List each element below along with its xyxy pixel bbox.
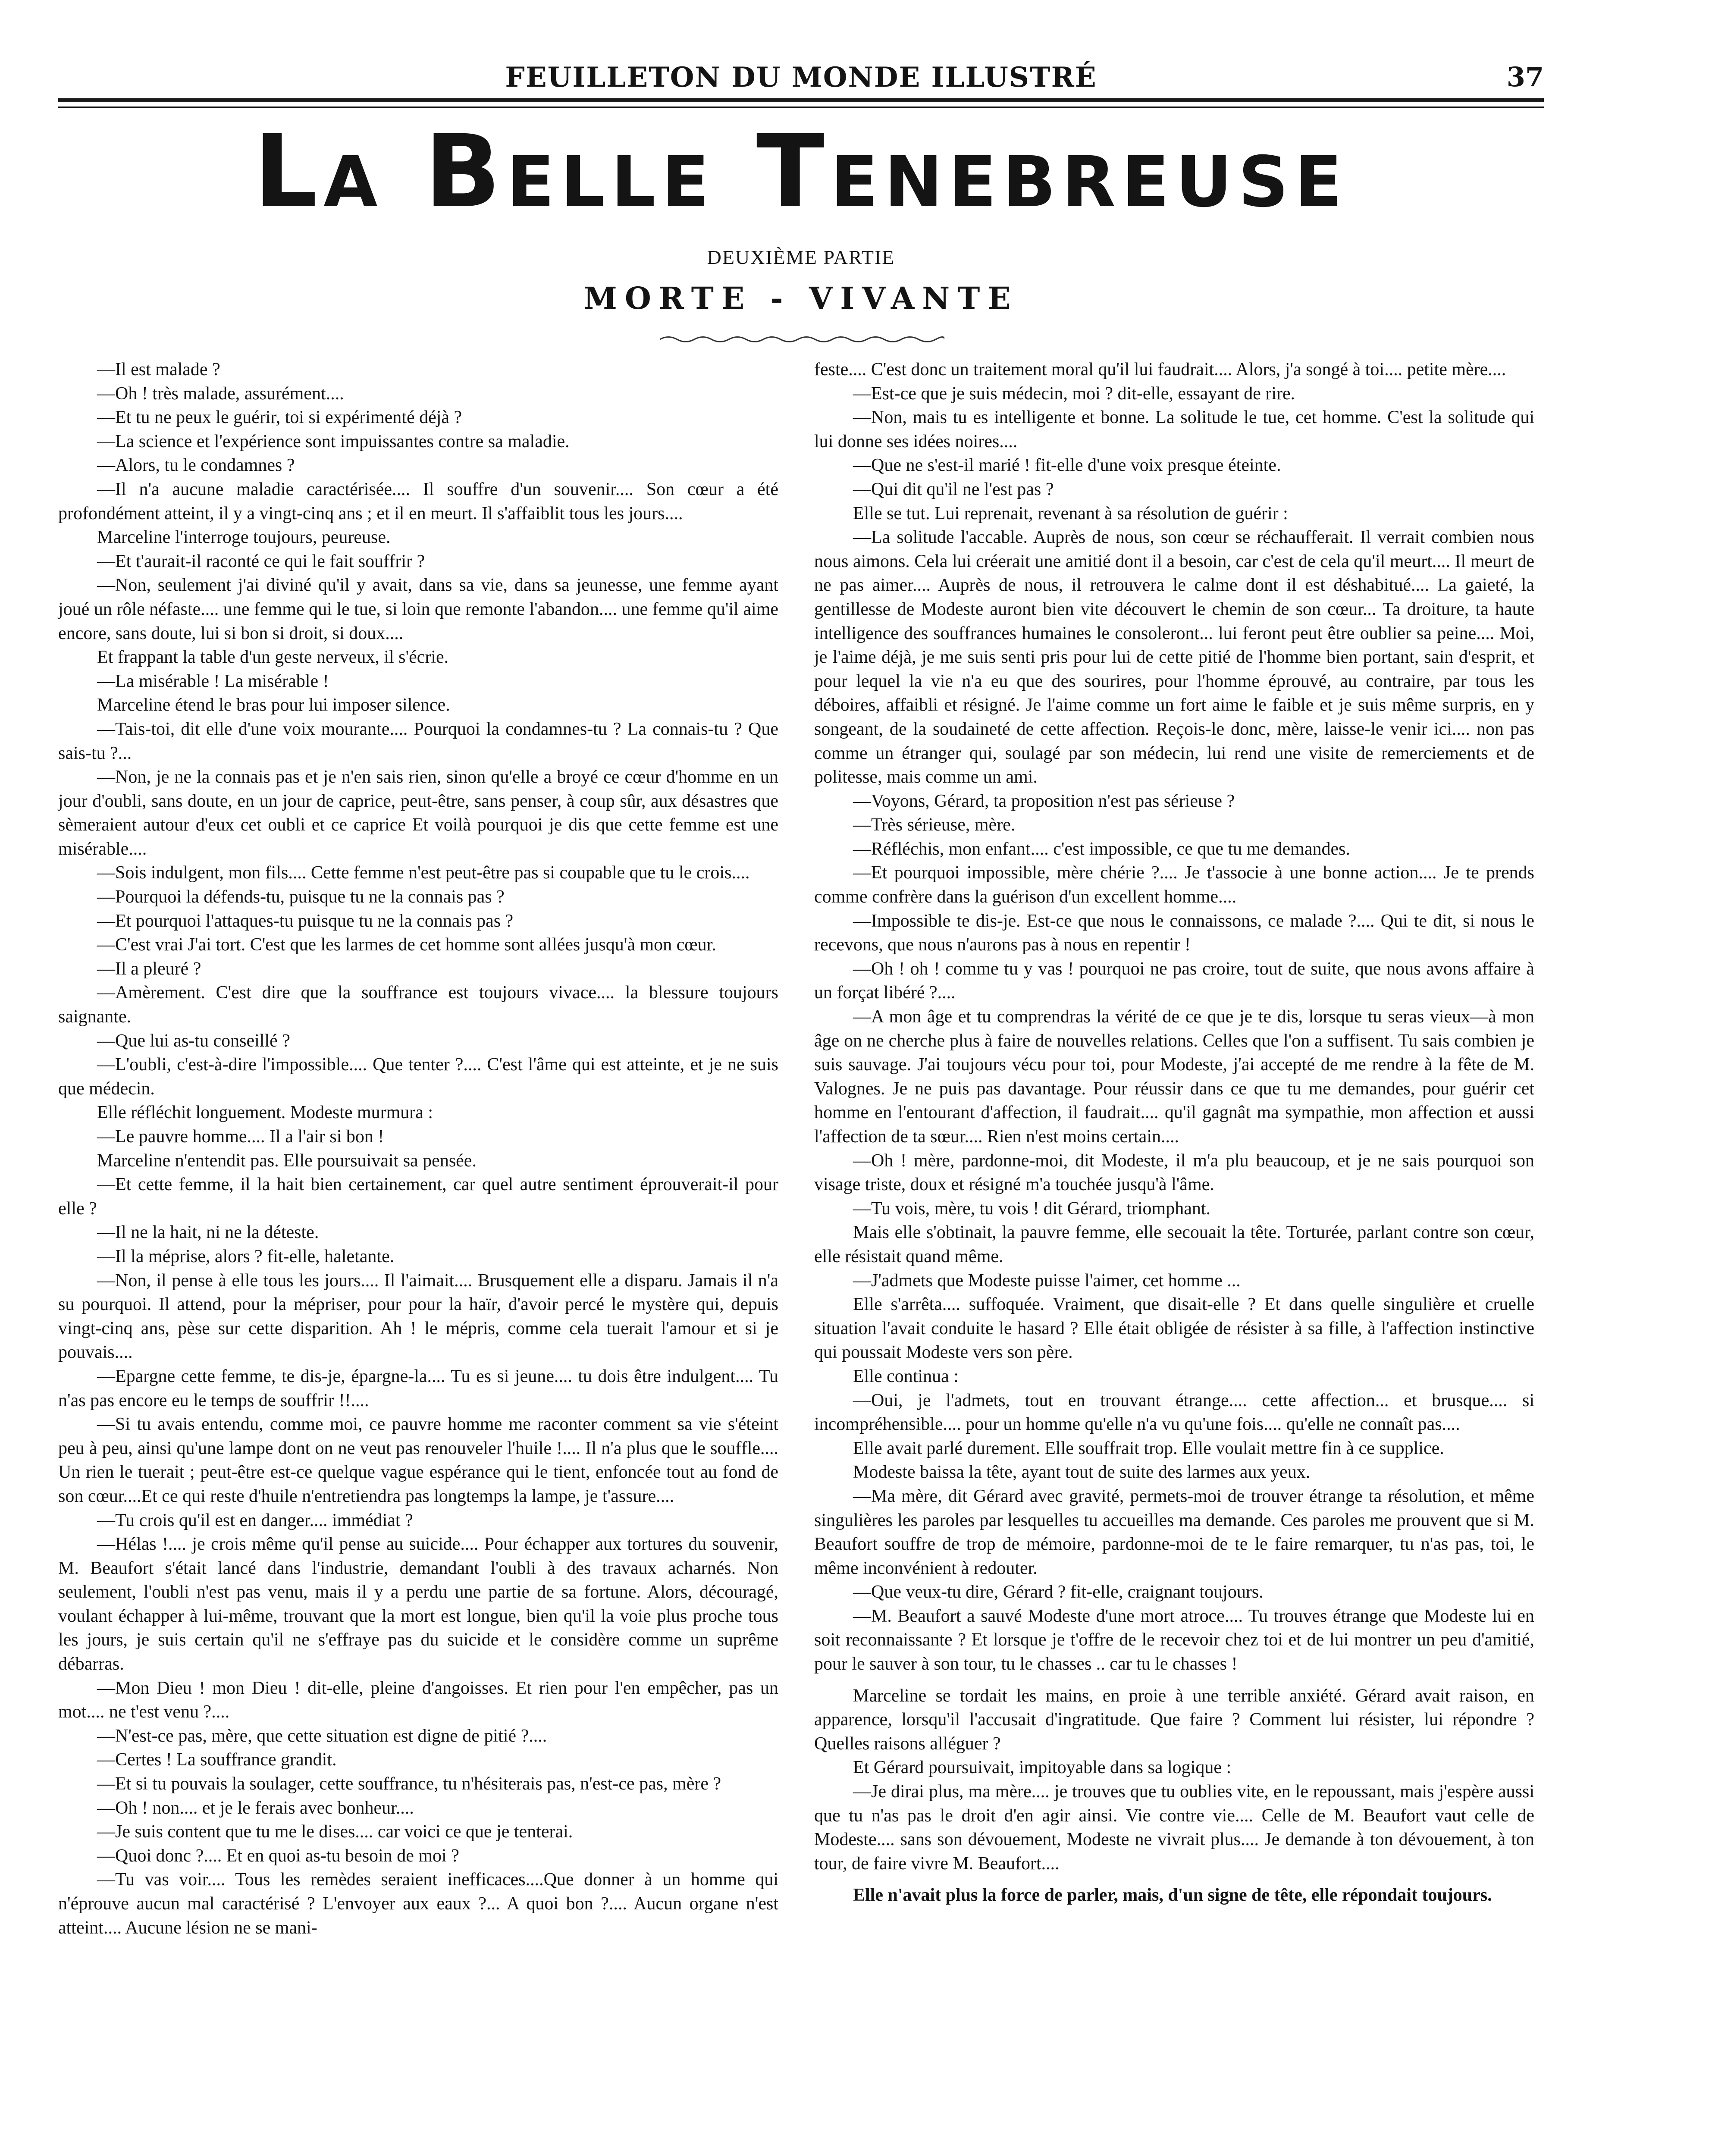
serial-title: La Belle Tenebreuse [254, 113, 1348, 230]
paragraph: —Impossible te dis-je. Est-ce que nous le connaissons, ce malade ?.... Qui te dit, si nous le recevons, que nous n'aurons pas à nous en repentir ! [814, 911, 1534, 955]
paragraph: —Le pauvre homme.... Il a l'air si bon ! [97, 1127, 384, 1147]
paragraph: —Que ne s'est-il marié ! fit-elle d'une voix presque éteinte. [853, 455, 1281, 476]
paragraph: —J'admets que Modeste puisse l'aimer, cet homme ... [853, 1270, 1241, 1291]
paragraph: —La science et l'expérience sont impuissantes contre sa maladie. [97, 431, 570, 451]
paragraph: —Sois indulgent, mon fils.... Cette femme n'est peut-être pas si coupable que tu le crois.... [97, 863, 750, 883]
paragraph: —Pourquoi la défends-tu, puisque tu ne la connais pas ? [97, 887, 505, 907]
paragraph: Modeste baissa la tête, ayant tout de suite des larmes aux yeux. [853, 1462, 1311, 1482]
paragraph: —Je suis content que tu me le dises.... car voici ce que je tenterai. [97, 1822, 573, 1842]
paragraph: Elle s'arrêta.... suffoquée. Vraiment, que disait-elle ? Et dans quelle singulière et cruelle situation l'avait conduite le hasard ? Elle était obligée de résister à sa fille, à l'affection instinctive qui poussait Modeste vers son père. [814, 1294, 1534, 1363]
paragraph: —C'est vrai J'ai tort. C'est que les larmes de cet homme sont allées jusqu'à mon cœur. [97, 935, 716, 955]
right-column [814, 358, 1534, 1908]
paragraph: —Et si tu pouvais la soulager, cette souffrance, tu n'hésiterais pas, n'est-ce pas, mère ? [97, 1774, 721, 1794]
paragraph: —Et pourquoi impossible, mère chérie ?.... Je t'associe à une bonne action.... Je te prends comme confrère dans la guérison d'un excellent homme.... [814, 863, 1534, 907]
paragraph: —Et cette femme, il la hait bien certainement, car quel autre sentiment éprouverait-il pour elle ? [58, 1175, 778, 1219]
paragraph: —Non, il pense à elle tous les jours.... Il l'aimait.... Brusquement elle a disparu. Jamais il n'a su pourquoi. Il attend, pour la mépriser, pour pour la haïr, d'avoir percé le mystère qui, depuis vingt-cinq ans, pèse sur cette disparition. Ah ! le mépris, comme cela tuerait l'amour et si je pouvais.... [58, 1270, 778, 1363]
paragraph: —Voyons, Gérard, ta proposition n'est pas sérieuse ? [853, 791, 1235, 811]
paragraph: —A mon âge et tu comprendras la vérité de ce que je te dis, lorsque tu seras vieux—à mon âge on ne cherche plus à faire de nouvelles relations. Celles que l'on a suffisent. Tu sais combien je suis sauvage. J'ai toujours vécu pour toi, pour Modeste, j'ai accepté de me rendre à la fête de M. Valognes. Je ne puis pas davantage. Pour réussir dans ce que tu me demandes, pour guérir cet homme en l'entourant d'affection, il faudrait.... qu'il gagnât ma sympathie, mon affection et aussi l'affection de ta sœur.... Rien n'est moins certain.... [814, 1007, 1534, 1147]
part-subtitle: MORTE - VIVANTE [583, 280, 1019, 316]
paragraph: Elle n'avait plus la force de parler, mais, d'un signe de tête, elle répondait toujours. [853, 1885, 1492, 1905]
paragraph: —Non, mais tu es intelligente et bonne. La solitude le tue, cet homme. C'est la solitude qui lui donne ses idées noires.... [814, 407, 1534, 451]
paragraph: Elle réfléchit longuement. Modeste murmura : [97, 1103, 433, 1123]
paragraph: —Réfléchis, mon enfant.... c'est impossible, ce que tu me demandes. [853, 839, 1350, 859]
paragraph: —Il la méprise, alors ? fit-elle, haletante. [97, 1246, 395, 1266]
paragraph: —Tu crois qu'il est en danger.... immédiat ? [97, 1510, 413, 1530]
paragraph: —Tu vois, mère, tu vois ! dit Gérard, triomphant. [853, 1198, 1211, 1219]
part-label: DEUXIÈME PARTIE [707, 246, 895, 268]
paragraph: Marceline se tordait les mains, en proie à une terrible anxiété. Gérard avait raison, en apparence, lorsqu'il l'accusait d'ingratitude. Que faire ? Comment lui résister, lui répondre ? Quelles raisons alléguer ? [814, 1686, 1534, 1754]
paragraph: —Que lui as-tu conseillé ? [97, 1031, 290, 1051]
paragraph: —Tu vas voir.... Tous les remèdes seraient inefficaces....Que donner à un homme qui n'éprouve aucun mal caractérisé ? L'envoyer aux eaux ?... A quoi bon ?.... Aucun organe n'est atteint.... Aucune lésion ne se mani- [58, 1870, 778, 1938]
ornament-divider [660, 333, 944, 346]
paragraph: —Certes ! La souffrance grandit. [97, 1750, 337, 1770]
paragraph: —Très sérieuse, mère. [853, 815, 1016, 835]
paragraph: —Oh ! oh ! comme tu y vas ! pourquoi ne pas croire, tout de suite, que nous avons affaire à un forçat libéré ?.... [814, 959, 1534, 1003]
paragraph: —Mon Dieu ! mon Dieu ! dit-elle, pleine d'angoisses. Et rien pour l'en empêcher, pas un mot.... ne t'est venu ?.... [58, 1678, 778, 1722]
paragraph: —Il est malade ? [97, 360, 220, 379]
paragraph: Marceline étend le bras pour lui imposer silence. [97, 695, 450, 715]
paragraph: —Alors, tu le condamnes ? [97, 455, 295, 476]
paragraph: —Amèrement. C'est dire que la souffrance est toujours vivace.... la blessure toujours saignante. [58, 983, 778, 1027]
paragraph: Mais elle s'obtinait, la pauvre femme, elle secouait la tête. Torturée, parlant contre son cœur, elle résistait quand même. [814, 1222, 1534, 1266]
paragraph: —Oh ! non.... et je le ferais avec bonheur.... [97, 1798, 414, 1818]
header-rule-thin [58, 107, 1544, 108]
paragraph: Elle avait parlé durement. Elle souffrait trop. Elle voulait mettre fin à ce supplice. [853, 1438, 1444, 1458]
paragraph: —Non, seulement j'ai diviné qu'il y avait, dans sa vie, dans sa jeunesse, une femme ayant joué un rôle néfaste.... une femme qui le tue, si loin que remonte l'abandon.... une femme qu'il aime encore, sans doute, lui si bon si droit, si doux.... [58, 575, 778, 643]
paragraph: —Il ne la hait, ni ne la déteste. [97, 1222, 319, 1243]
paragraph: Marceline l'interroge toujours, peureuse. [97, 527, 391, 548]
paragraph: —L'oubli, c'est-à-dire l'impossible.... Que tenter ?.... C'est l'âme qui est atteinte, et je ne suis que médecin. [58, 1055, 778, 1099]
paragraph: —Non, je ne la connais pas et je n'en sais rien, sinon qu'elle a broyé ce cœur d'homme en un jour d'oubli, sans doute, en un jour de caprice, peut-être, sans penser, à coup sûr, aux désastres que sèmeraient autour d'eux cet oubli et ce caprice Et voilà pourquoi je dis que cette femme est une misérable.... [58, 767, 778, 859]
paragraph: Elle se tut. Lui reprenait, revenant à sa résolution de guérir : [853, 503, 1288, 523]
paragraph: Elle continua : [853, 1366, 959, 1386]
paragraph: —Il a pleuré ? [97, 959, 201, 979]
paragraph: —Est-ce que je suis médecin, moi ? dit-elle, essayant de rire. [853, 383, 1295, 404]
header-rule [58, 98, 1544, 102]
paragraph: —Il n'a aucune maladie caractérisée.... Il souffre d'un souvenir.... Son cœur a été profondément atteint, il y a vingt-cinq ans ; et il en meurt. Il s'affaiblit tous les jours.... [58, 479, 778, 523]
paragraph: —Et tu ne peux le guérir, toi si expérimenté déjà ? [97, 407, 462, 428]
paragraph: —La solitude l'accable. Auprès de nous, son cœur se réchaufferait. Il verrait combien nous nous aimons. Cela lui créerait une amitié dont il a besoin, car c'est de cela qu'il meurt.... Il meurt de ne pas aimer.... Auprès de nous, il retrouvera le calme dont il est déshabitué.... La gaieté, la gentillesse de Modeste auront bien vite découvert le chemin de son cœur... Ta droiture, ta haute intelligence des souffrances humaines le consoleront... lui feront peut être oublier sa peine.... Moi, je l'aime déjà, je me suis senti pris pour lui de cette pitié de l'homme bien portant, sain d'esprit, et pour lequel la vie n'a eu que des sourires, pour l'homme éprouvé, au contraire, par tous les déboires, affaibli et résigné. Je l'aime comme un fort aime le faible et je suis même surpris, en y songeant, de la soudaineté de cette affection. Reçois-le donc, mère, laisse-le venir ici.... non pas comme un étranger qui, soulagé par son médecin, lui rend une visite de remerciements et de politesse, mais comme un ami. [814, 527, 1534, 787]
paragraph: —Hélas !.... je crois même qu'il pense au suicide.... Pour échapper aux tortures du souvenir, M. Beaufort s'était lancé dans l'industrie, demandant l'oubli à des travaux acharnés. Non seulement, l'oubli n'est pas venu, mais il y a perdu une partie de sa fortune. Alors, découragé, voulant échapper à lui-même, trouvant que la mort est longue, bien qu'il la voie plus proche tous les jours, je suis certain qu'il ne s'effraye pas du suicide et le considère comme un suprême débarras. [58, 1534, 778, 1674]
page-header [58, 55, 1544, 98]
left-column [58, 358, 778, 1940]
running-title: FEUILLETON DU MONDE ILLUSTRÉ [505, 61, 1097, 94]
paragraph: —Oh ! très malade, assurément.... [97, 383, 344, 404]
paragraph: —Et t'aurait-il raconté ce qui le fait souffrir ? [97, 551, 425, 571]
paragraph: Marceline n'entendit pas. Elle poursuivait sa pensée. [97, 1150, 477, 1171]
paragraph: —Epargne cette femme, te dis-je, épargne-la.... Tu es si jeune.... tu dois être indulgent.... Tu n'as pas encore eu le temps de souffrir !!.... [58, 1366, 778, 1410]
paragraph: —M. Beaufort a sauvé Modeste d'une mort atroce.... Tu trouves étrange que Modeste lui en soit reconnaissante ? Et lorsque je t'offre de le recevoir chez toi et de lui montrer un peu d'amitié, pour le sauver à son tour, tu le chasses .. car tu le chasses ! [814, 1606, 1534, 1674]
paragraph: —N'est-ce pas, mère, que cette situation est digne de pitié ?.... [97, 1726, 547, 1746]
paragraph: —Je dirai plus, ma mère.... je trouves que tu oublies vite, en le repoussant, mais j'espère aussi que tu n'as pas le droit d'en agir ainsi. Vie contre vie.... Celle de M. Beaufort vaut celle de Modeste.... sans son dévouement, Modeste ne vivrait plus.... Je demande à ton dévouement, à ton tour, de faire vivre M. Beaufort.... [814, 1782, 1534, 1874]
paragraph: —Que veux-tu dire, Gérard ? fit-elle, craignant toujours. [853, 1582, 1264, 1602]
paragraph: Et frappant la table d'un geste nerveux, il s'écrie. [97, 647, 449, 667]
paragraph: feste.... C'est donc un traitement moral qu'il lui faudrait.... Alors, j'a songé à toi.... petite mère.... [814, 360, 1506, 379]
paragraph: —Qui dit qu'il ne l'est pas ? [853, 479, 1054, 499]
paragraph: —Oui, je l'admets, tout en trouvant étrange.... cette affection... et brusque.... si incompréhensible.... pour un homme qu'elle n'a vu qu'une fois.... qu'elle ne connaît pas.... [814, 1390, 1534, 1435]
paragraph: —Et pourquoi l'attaques-tu puisque tu ne la connais pas ? [97, 911, 514, 931]
paragraph: —Ma mère, dit Gérard avec gravité, permets-moi de trouver étrange ta résolution, et même singulières les paroles par lesquelles tu accueilles ma demande. Ces paroles me prouvent que si M. Beaufort souffre de trop de mémoire, pardonne-moi de te le faire remarquer, tu n'as pas, toi, le même inconvénient à redouter. [814, 1486, 1534, 1578]
page-number: 37 [1506, 61, 1544, 93]
paragraph: —Oh ! mère, pardonne-moi, dit Modeste, il m'a plu beaucoup, et je ne sais pourquoi son visage triste, doux et résigné m'a touchée jusqu'à l'âme. [814, 1150, 1534, 1195]
paragraph: —Tais-toi, dit elle d'une voix mourante.... Pourquoi la condamnes-tu ? La connais-tu ? Que sais-tu ?... [58, 719, 778, 763]
paragraph: —Si tu avais entendu, comme moi, ce pauvre homme me raconter comment sa vie s'éteint peu à peu, ainsi qu'une lampe dont on ne veut pas renouveler l'huile !.... Il n'a plus que le souffle.... Un rien le tuerait ; peut-être est-ce quelque vague espérance qui le tient, enfoncée tout au fond de son cœur....Et ce qui reste d'huile n'entretiendra pas longtemps la lampe, je t'assure.... [58, 1414, 778, 1506]
paragraph: —La misérable ! La misérable ! [97, 671, 329, 691]
paragraph: Et Gérard poursuivait, impitoyable dans sa logique : [853, 1758, 1232, 1778]
paragraph: —Quoi donc ?.... Et en quoi as-tu besoin de moi ? [97, 1846, 459, 1866]
